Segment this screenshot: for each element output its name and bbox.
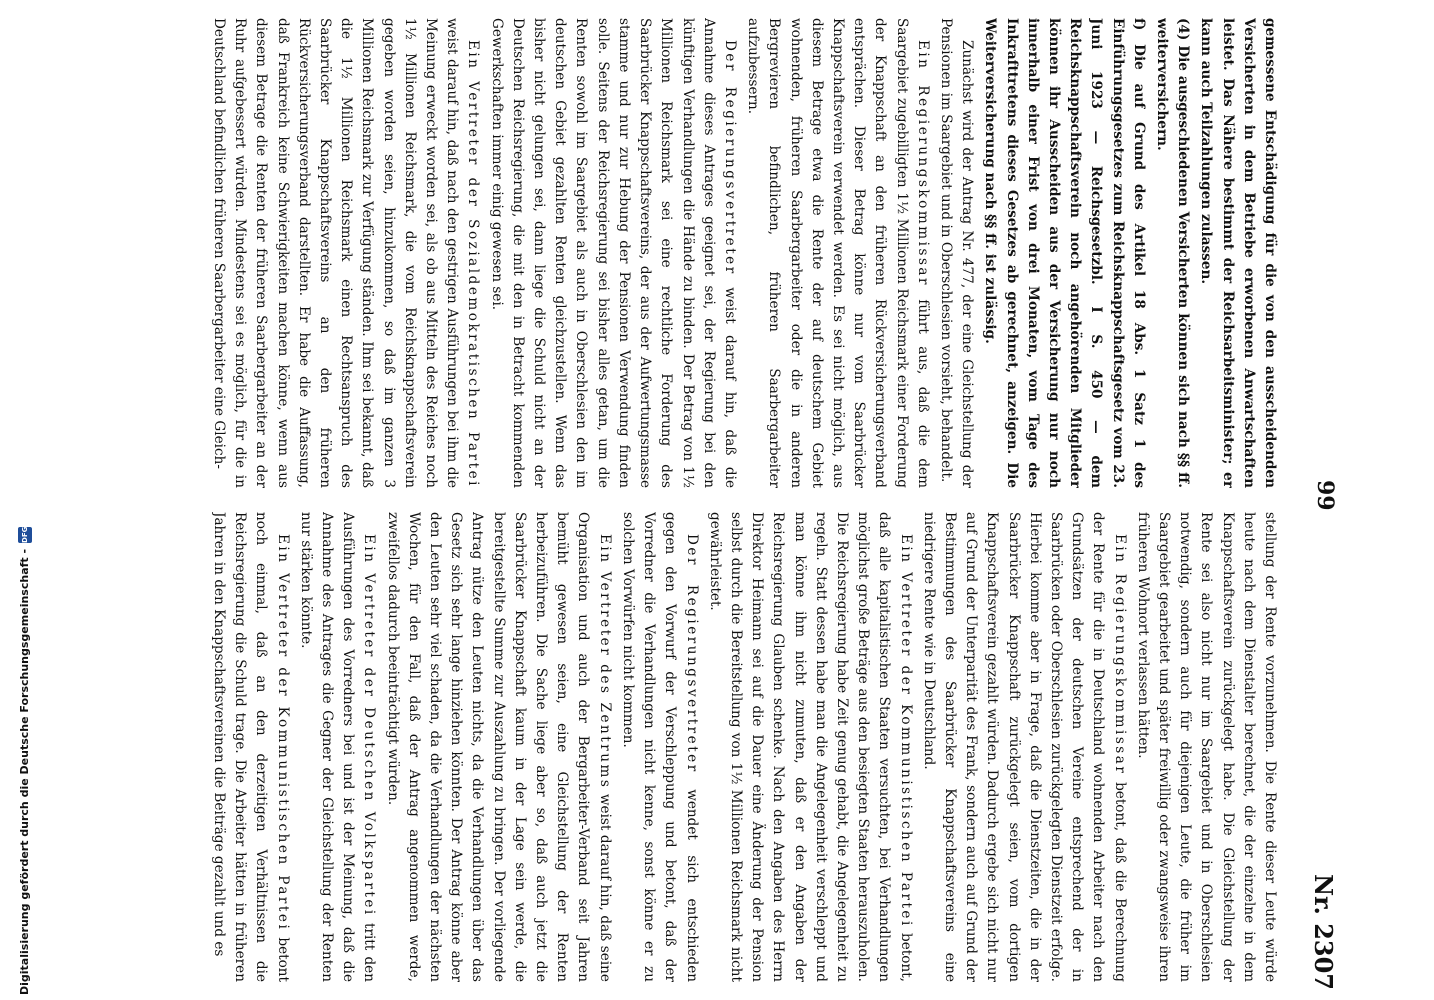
speaker-label: Ein Vertreter des Zentrums <box>596 534 613 790</box>
speaker-label: Ein Regierungskommissar <box>914 40 931 288</box>
document-page <box>40 0 1360 1000</box>
speaker-label: Ein Vertreter der Kommunistischen Partei <box>897 534 914 928</box>
paragraph <box>381 512 614 982</box>
paragraph-text: gemessene Entschädigung für die von den ausscheidenden Versicherten in dem Betriebe erworbenen Anwartschaften leistet. Das Nähere bestimmt der Reichsarbeitsminister; er kann auch Teilzahlungen zulassen. <box>1198 18 1278 488</box>
speaker-label: Der Regierungsvertreter <box>683 534 700 774</box>
paragraph <box>617 512 702 982</box>
paragraph-text: betont, daß alle kapitalistischen Staaten versuchten, bei Verhandlungen möglichst große Beträge aus den besiegten Staaten herauszuholen. Die Reichsregierung habe Zeit genug gehabt, die Angelegenheit zu regeln. Statt dessen habe man die Angelegenheit verschleppt und man könne ihm nicht zumuten, daß er den Angaben der Reichsregierung Glauben schenke. Nach den Angaben des Herrn Direktor Heimann sei auf die Dauer eine Änderung der Pension selbst durch die Bereitstellung von 1½ Millionen Reichsmark nicht gewährleistet. <box>706 512 914 982</box>
paragraph-text: weist darauf hin, daß nach den gestrigen Ausführungen bei ihm die Meinung erweckt worden sei, als ob aus Mitteln des Reiches noch 1½ Millionen Reichsmark, die vom Reichsknappschaftsverein gegeben worden seien, hinzukommen, so daß im ganzen 3 Millionen Reichsmark zur Verfügung ständen. Ihm sei bekannt, daß die 1½ Millionen Reichsmark einen Rechtsanspruch des Saarbrücker Knappschaftsvereins an den früheren Rückversicherungsverband darstellten. Er habe die Auffassung, daß Frankreich keine Schwierigkeiten machen könne, wenn aus diesem Betrage die Renten der früheren Saarbergarbeiter an der Ruhr aufgebessert würden. Mindestens sei es möglich, für die in Deutschland befindlichen früheren Saarbergarbeiter eine Gleich- <box>211 18 461 488</box>
paragraph <box>742 18 933 488</box>
paragraph-text: wendet sich entschieden gegen den Vorwurf der Verschleppung und betont, daß der Vorredner die Verhandlungen nicht kenne, sonst könne er zu solchen Vorwürfen nicht kommen. <box>619 512 700 982</box>
paragraph-text: f) Die auf Grund des Artikel 18 Abs. 1 Satz 1 des Einführungsgesetzes zum Reichsknappschaftsgesetz vom 23. Juni 1923 — Reichsgesetzbl. I S. 450 — dem Reichsknappschaftsverein noch angehörenden Mitglieder können ihr Ausscheiden aus der Versicherung nur noch innerhalb einer Frist von drei Monaten, vom Tage des Inkrafttretens dieses Gesetzes ab gerechnet, anzeigen. Die Weiterversicherung nach §§ ff. ist zulässig. <box>982 18 1147 488</box>
speaker-label: Ein Vertreter der Kommunistischen Partei <box>274 534 291 932</box>
page-header <box>1298 0 1338 1000</box>
speaker-label: Der Regierungsvertreter <box>721 40 738 276</box>
speaker-label: Ein Vertreter der Sozialdemokratischen Partei <box>465 40 482 488</box>
document-number: Nr. 2307 <box>1309 874 1338 990</box>
paragraph <box>208 512 293 982</box>
speaker-label: Ein Regierungskommissar <box>1111 534 1128 776</box>
paragraph-text: stellung der Rente vorzunehmen. Die Rente dieser Leute würde heute nach dem Dienstalter berechnet, die der einzelne in dem Knappschaftsverein zurückgelegt habe. Die Gleichstellung der Rente sei also nicht nur im Saargebiet und in Oberschlesien notwendig, sondern auch für diejenigen Leute, die früher im Saargebiet gearbeitet und später freiwillig oder zwangsweise ihren früheren Wohnort verlassen hätten. <box>1134 512 1278 982</box>
page-number: 99 <box>1312 480 1338 511</box>
paragraph <box>918 512 1130 982</box>
paragraph <box>704 512 916 982</box>
speaker-label: Ein Vertreter der Deutschen Volkspartei <box>361 534 378 917</box>
paragraph <box>1132 512 1280 982</box>
paragraph-text: (4) Die ausgeschiedenen Versicherten können sich nach §§ ff. weiterversichern. <box>1153 18 1192 488</box>
paragraph <box>295 512 380 982</box>
digitization-footer <box>0 0 31 1000</box>
paragraph <box>1195 18 1280 488</box>
paragraph <box>485 18 739 488</box>
paragraph-text: führt aus, daß die dem Saargebiet zugebilligten 1½ Millionen Reichsmark einer Forderung der Knappschaft an den früheren Rückversicherungsverband entsprächen. Dieser Betrag könne nur vom Saarbrücker Knappschaftsverein verwendet werden. Es sei nicht möglich, aus diesem Betrage etwa die Rente der auf deutschem Gebiet wohnenden, früheren Saarbergarbeiter oder die in anderen Bergrevieren befindlichen, früheren Saarbergarbeiter aufzubessern. <box>745 18 931 488</box>
paragraph-text: weist darauf hin, daß seine Organisation und auch der Bergarbeiter-Verband seit Jahren bemüht gewesen seien, eine Gleichstellung der Renten herbeizuführen. Die Sache liege aber so, daß auch jetzt die Saarbrücker Knappschaft kaum in der Lage sein werde, die bereitgestellte Summe zur Auszahlung zu bringen. Der vorliegende Antrag nütze den Leuten nichts, da die Verhandlungen über das Gesetz sich sehr lange hinziehen könnten. Der Antrag könne aber den Leuten sehr viel schaden, da die Verhandlungen der nächsten Wochen, für den Fall, daß der Antrag angenommen werde, zweifellos dadurch beeinträchtigt würden. <box>384 512 613 982</box>
paragraph-text: betont, daß die Berechnung der Rente für die in Deutschland wohnenden Arbeiter nach den Grundsätzen der deutschen Vereine entsprechend der in Saarbrücken oder Oberschlesien zurückgelegten Dienstzeit erfolge. Hierbei komme aber in Frage, daß die Dienstzeiten, die in der Saarbrücker Knappschaft zurückgelegt seien, vom dortigen Knappschaftsverein gezahlt würden. Dadurch ergebe sich nicht nur auf Grund der Unterparität des Frank, sondern auch auf Grund der Bestimmungen des Saarbrücker Knappschaftsvereins eine niedrigere Rente wie in Deutschland. <box>920 512 1128 982</box>
paragraph <box>935 18 977 488</box>
right-column <box>50 512 1280 982</box>
left-column <box>50 18 1280 488</box>
paragraph-text: betont noch einmal, daß an den derzeitigen Verhältnissen die Reichsregierung die Schuld trage. Die Arbeiter hätten in früheren Jahren in den Knappschaftsvereinen die Beiträge gezahlt und es <box>211 512 291 982</box>
paragraph <box>208 18 484 488</box>
paragraph-text: tritt den Ausführungen des Vorredners bei und ist der Meinung, daß die Annahme des Antrages die Gegner der Gleichstellung der Renten nur stärken könnte. <box>297 512 378 982</box>
dfg-logo: DFG <box>18 527 32 543</box>
paragraph-text: Zunächst wird der Antrag Nr. 477, der eine Gleichstellung der Pensionen im Saargebiet und in Oberschlesien vorsieht, behandelt. <box>937 18 976 488</box>
paragraph <box>979 18 1149 488</box>
paragraph <box>1151 18 1193 488</box>
footer-text: Digitalisierung gefördert durch die Deutsche Forschungsgemeinschaft - <box>18 548 31 995</box>
paragraph-text: weist darauf hin, daß die Annahme dieses Antrages geeignet sei, der Regierung bei den künftigen Verhandlungen die Hände zu binden. Der Betrag von 1½ Millionen Reichsmark sei eine rechtliche Forderung des Saarbrücker Knappschaftsvereins, der aus der Aufwertungsmasse stamme und nur zur Hebung der Pensionen Verwendung finden solle. Seitens der Reichsregierung sei bisher alles getan, um die Renten sowohl im Saargebiet als auch in Oberschlesien den im deutschen Gebiet gezahlten Renten gleichzustellen. Wenn das bisher nicht gelungen sei, dann liege die Schuld nicht an der Deutschen Reichsregierung, die mit den in Betracht kommenden Gewerkschaften immer einig gewesen sei. <box>488 18 738 488</box>
